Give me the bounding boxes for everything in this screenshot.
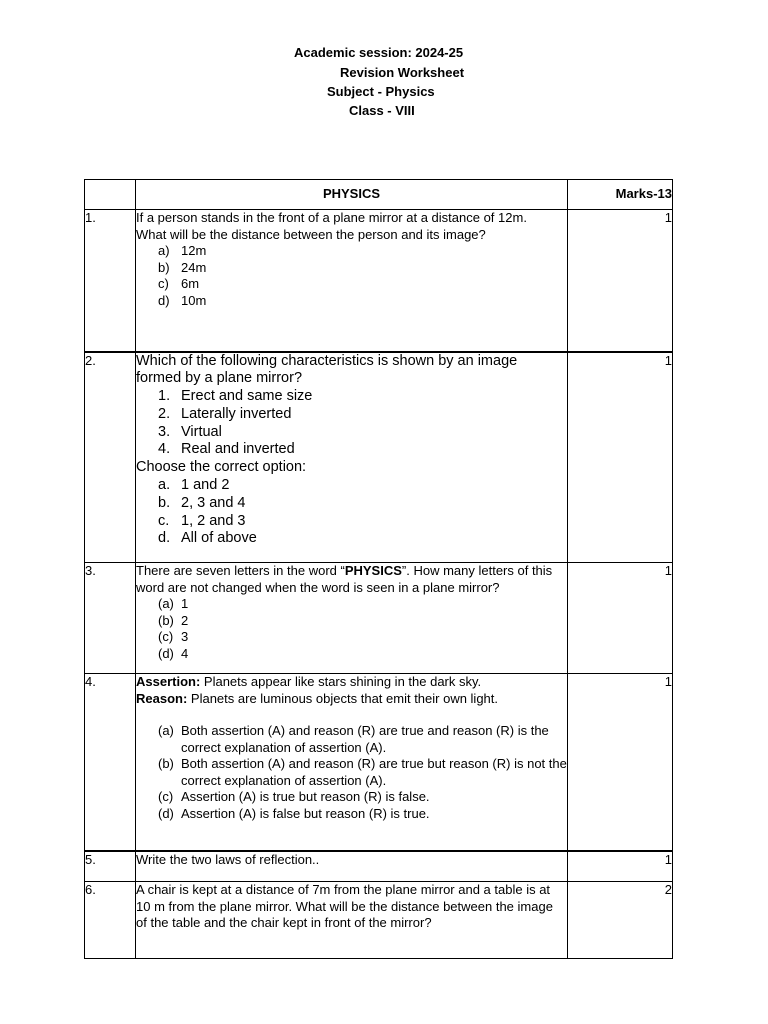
option-label: 3. [158, 423, 171, 440]
question-number: 2. [85, 352, 136, 563]
option-list [136, 723, 567, 822]
option-item [136, 629, 567, 646]
option-text: All of above [181, 530, 257, 547]
option-label: (c) [158, 629, 174, 644]
question-marks: 1 [568, 563, 673, 674]
table-row [85, 352, 673, 563]
option-label: (d) [158, 805, 174, 821]
option-item [136, 596, 567, 613]
table-row [85, 851, 673, 882]
question-marks: 1 [568, 851, 673, 882]
question-marks: 2 [568, 882, 673, 959]
reason-text: Planets are luminous objects that emit their own light. [187, 690, 499, 706]
option-list [136, 477, 567, 548]
question-text: If a person stands in the front of a plane mirror at a distance of 12m. [136, 210, 527, 225]
option-text: 12m [181, 243, 207, 258]
table-row [85, 674, 673, 851]
option-label: b) [158, 259, 170, 275]
question-text: What will be the distance between the person and its image? [136, 226, 486, 242]
option-text: Both assertion (A) and reason (R) are true but reason (R) is not the correct explanation of assertion (A). [181, 756, 567, 788]
option-text: Assertion (A) is false but reason (R) is true. [181, 805, 430, 821]
option-label: 4. [158, 441, 171, 458]
option-text: 24m [181, 259, 207, 275]
question-number: 1. [85, 210, 136, 352]
option-text: Both assertion (A) and reason (R) are true and reason (R) is the correct explanation of assertion (A). [181, 723, 549, 755]
assertion-text: Planets appear like stars shining in the dark sky. [200, 674, 482, 689]
option-label: 2. [158, 405, 171, 422]
option-label: 1. [158, 388, 171, 405]
option-item [136, 613, 567, 630]
table-row [85, 210, 673, 352]
subject-title: Subject - Physics [327, 84, 435, 99]
option-label: d) [158, 292, 170, 308]
question-text: Write the two laws of reflection.. [136, 851, 320, 867]
option-text: 3 [181, 629, 189, 644]
option-text: 2 [181, 612, 189, 628]
option-item [136, 513, 567, 531]
number-column-header [85, 180, 136, 210]
option-label: a. [158, 477, 171, 494]
option-label: (c) [158, 789, 174, 804]
question-marks: 1 [568, 674, 673, 851]
question-number: 4. [85, 674, 136, 851]
question-text-part: ”. How many letters of this word are not changed when the word is seen in a plane mirror? [136, 563, 553, 595]
question-text: Which of the following characteristics is shown by an image [136, 352, 518, 369]
question-1-content [136, 210, 568, 352]
option-text: 1 [181, 596, 189, 611]
option-list [136, 243, 567, 309]
option-text: 4 [181, 645, 189, 661]
class-title: Class - VIII [349, 103, 415, 118]
option-text: Virtual [181, 423, 222, 440]
reason-label: Reason: [136, 690, 188, 706]
option-item [136, 260, 567, 277]
question-marks: 1 [568, 210, 673, 352]
option-label: d. [158, 530, 171, 547]
questions-table [84, 179, 673, 959]
option-item [136, 406, 567, 424]
option-item [136, 723, 567, 756]
option-text: Assertion (A) is true but reason (R) is false. [181, 789, 430, 804]
highlighted-word: PHYSICS [344, 563, 402, 578]
option-item [136, 530, 567, 548]
question-number: 3. [85, 563, 136, 674]
assertion-line [136, 674, 567, 691]
question-text: formed by a plane mirror? [136, 370, 303, 387]
option-list [136, 596, 567, 662]
question-prompt: Choose the correct option: [136, 459, 307, 476]
option-label: (a) [158, 723, 174, 738]
option-label: b. [158, 494, 171, 511]
characteristic-list [136, 388, 567, 459]
option-item [136, 243, 567, 260]
option-item [136, 388, 567, 406]
option-item [136, 477, 567, 495]
question-6-content [136, 882, 568, 959]
question-text [136, 563, 567, 596]
question-5-content [136, 851, 568, 882]
question-number: 5. [85, 851, 136, 882]
option-item [136, 424, 567, 442]
question-4-content [136, 674, 568, 851]
assertion-label: Assertion: [136, 674, 201, 689]
option-text: 1 and 2 [181, 477, 230, 494]
question-text-part: There are seven letters in the word “ [136, 563, 345, 578]
option-text: 1, 2 and 3 [181, 512, 246, 529]
option-text: 2, 3 and 4 [181, 494, 246, 511]
question-marks: 1 [568, 352, 673, 563]
table-row [85, 563, 673, 674]
question-text: A chair is kept at a distance of 7m from the plane mirror and a table is at 10 m from the plane mirror. What will be the distance between the image of the table and the chair kept in front of the mirror? [136, 882, 553, 930]
option-item [136, 293, 567, 310]
option-label: c. [158, 512, 170, 529]
option-label: (b) [158, 756, 174, 771]
option-label: (d) [158, 645, 174, 661]
session-title: Academic session: 2024-25 [294, 45, 464, 60]
option-item [136, 806, 567, 823]
table-row [85, 882, 673, 959]
worksheet-title: Revision Worksheet [340, 65, 465, 80]
option-item [136, 441, 567, 459]
option-label: (a) [158, 596, 174, 611]
option-item [136, 789, 567, 806]
reason-line [136, 691, 567, 708]
option-label: a) [158, 243, 170, 258]
option-label: c) [158, 276, 169, 291]
option-text: 10m [181, 292, 207, 308]
option-text: Real and inverted [181, 441, 295, 458]
option-item [136, 495, 567, 513]
subject-column-header: PHYSICS [136, 180, 568, 210]
question-number: 6. [85, 882, 136, 959]
question-2-content [136, 352, 568, 563]
option-text: Erect and same size [181, 388, 313, 405]
marks-column-header: Marks-13 [568, 180, 673, 210]
option-label: (b) [158, 612, 174, 628]
option-text: Laterally inverted [181, 405, 292, 422]
option-item [136, 276, 567, 293]
question-3-content [136, 563, 568, 674]
option-item [136, 646, 567, 663]
option-item [136, 756, 567, 789]
option-text: 6m [181, 276, 200, 291]
table-header-row [85, 180, 673, 210]
